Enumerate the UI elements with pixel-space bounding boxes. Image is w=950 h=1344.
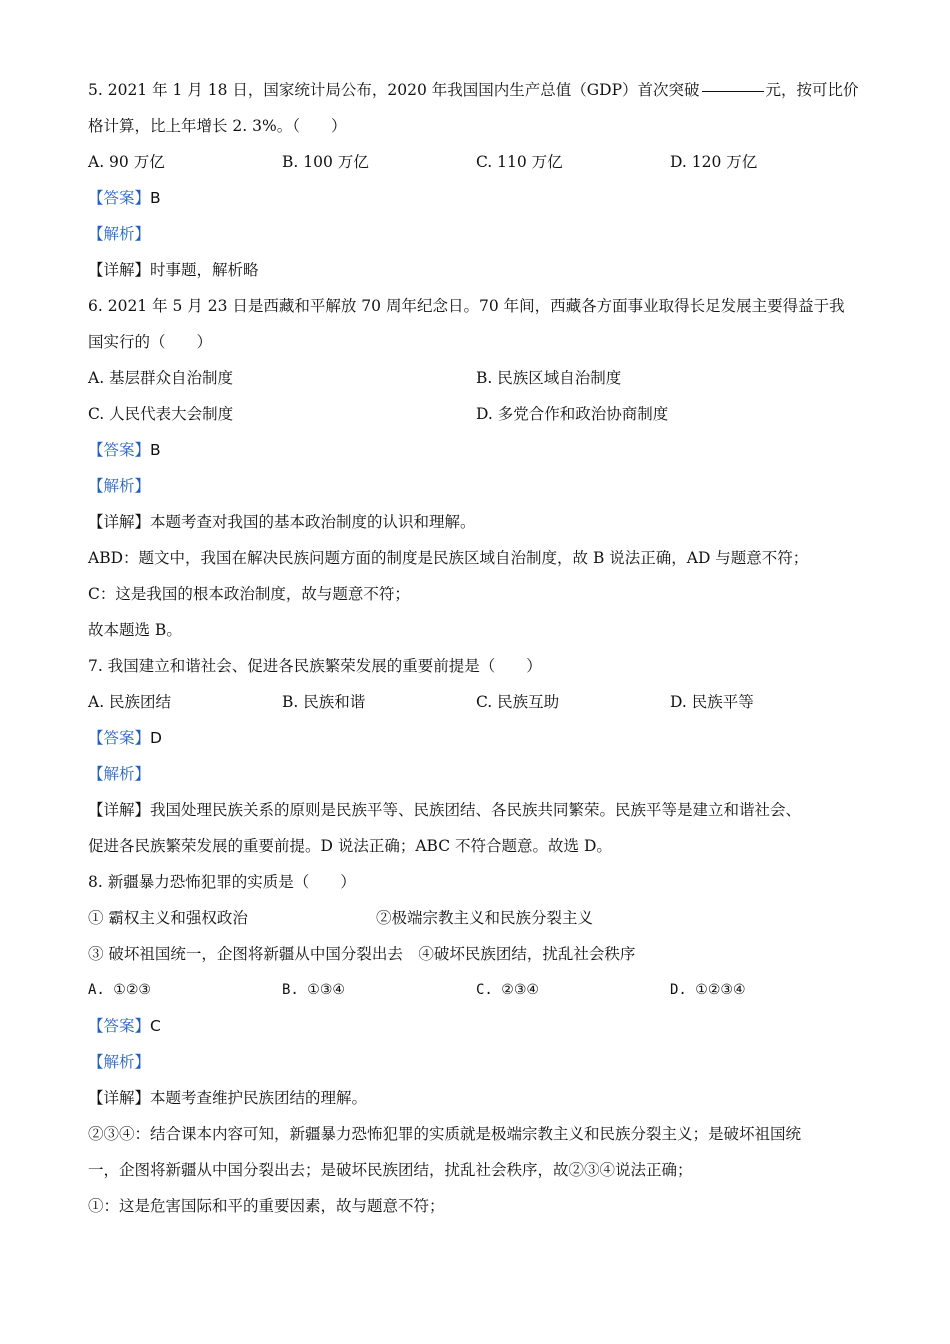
q7-option-c: C. 民族互助: [476, 693, 560, 711]
detail-tag: 【详解】: [88, 513, 151, 531]
q8-option-d: D. ①②③④: [670, 982, 746, 998]
q8-item-1: ① 霸权主义和强权政治: [88, 909, 248, 927]
q7-answer: [88, 720, 868, 756]
q5-answer-blank: [702, 90, 764, 92]
q6-stem-line-1: 6. 2021 年 5 月 23 日是西藏和平解放 70 周年纪念日。70 年间，西藏各方面事业取得长足发展主要得益于我: [88, 297, 845, 315]
q7-detail-line-2: 促进各民族繁荣发展的重要前提。D 说法正确；ABC 不符合题意。故选 D。: [88, 837, 612, 855]
q8-analysis-tag: 【解析】: [88, 1053, 151, 1071]
q6-detail: [88, 504, 868, 540]
q5-stem-line-1: [88, 72, 868, 108]
detail-tag: 【详解】: [88, 261, 151, 279]
q7-option-b: B. 民族和谐: [282, 693, 366, 711]
q7-stem: 7. 我国建立和谐社会、促进各民族繁荣发展的重要前提是（ ）: [88, 657, 542, 675]
q5-options: [88, 144, 868, 180]
q8-items-row-2: ③ 破坏祖国统一，企图将新疆从中国分裂出去 ④破坏民族团结，扰乱社会秩序: [88, 945, 636, 963]
q6-option-b: B. 民族区域自治制度: [476, 369, 622, 387]
q6-answer: [88, 432, 868, 468]
answer-value: C: [150, 1017, 161, 1035]
q6-option-c: C. 人民代表大会制度: [88, 405, 234, 423]
q6-detail-line-3: 故本题选 B。: [88, 621, 182, 639]
detail-tag: 【详解】: [88, 1089, 151, 1107]
detail-text: 我国处理民族关系的原则是民族平等、民族团结、各民族共同繁荣。民族平等是建立和谐社会、: [150, 801, 802, 819]
detail-text: 本题考查对我国的基本政治制度的认识和理解。: [150, 513, 476, 531]
answer-tag: 【答案】: [88, 189, 151, 207]
answer-tag: 【答案】: [88, 729, 151, 747]
q8-stem: 8. 新疆暴力恐怖犯罪的实质是（ ）: [88, 873, 356, 891]
q7-option-d: D. 民族平等: [670, 693, 754, 711]
answer-value: D: [150, 729, 162, 747]
answer-value: B: [150, 441, 161, 459]
answer-value: B: [150, 189, 161, 207]
q8-detail-line-3: ①：这是危害国际和平的重要因素，故与题意不符；: [88, 1197, 445, 1215]
q7-detail: [88, 792, 868, 828]
q5-analysis-tag: 【解析】: [88, 225, 151, 243]
q8-option-a: A. ①②③: [88, 982, 151, 998]
q7-options: [88, 684, 868, 720]
detail-tag: 【详解】: [88, 801, 151, 819]
q5-answer: [88, 180, 868, 216]
q5-option-b: B. 100 万亿: [282, 153, 369, 171]
q5-stem-text-cont: 元，按可比价: [765, 81, 859, 99]
q8-detail-line-1: ②③④：结合课本内容可知，新疆暴力恐怖犯罪的实质就是极端宗教主义和民族分裂主义；是破坏祖国统: [88, 1125, 802, 1143]
q8-detail: [88, 1080, 868, 1116]
q8-detail-line-2: 一，企图将新疆从中国分裂出去；是破坏民族团结，扰乱社会秩序，故②③④说法正确；: [88, 1161, 693, 1179]
detail-text: 时事题，解析略: [150, 261, 259, 279]
q7-analysis-tag: 【解析】: [88, 765, 151, 783]
q8-items-row-1: [88, 900, 868, 936]
q5-detail: [88, 252, 868, 288]
q8-answer: [88, 1008, 868, 1044]
q6-options-row-1: [88, 360, 868, 396]
q5-option-d: D. 120 万亿: [670, 153, 758, 171]
q6-analysis-tag: 【解析】: [88, 477, 151, 495]
q6-option-a: A. 基层群众自治制度: [88, 369, 234, 387]
q5-stem-text: 5. 2021 年 1 月 18 日，国家统计局公布，2020 年我国国内生产总值（GDP）首次突破: [88, 81, 700, 99]
q6-options-row-2: [88, 396, 868, 432]
q8-item-2: ②极端宗教主义和民族分裂主义: [376, 909, 594, 927]
q5-stem-line-2: 格计算，比上年增长 2. 3%。（ ）: [88, 117, 347, 135]
document-page: [88, 72, 868, 1224]
q8-option-b: B. ①③④: [282, 982, 345, 998]
answer-tag: 【答案】: [88, 441, 151, 459]
answer-tag: 【答案】: [88, 1017, 151, 1035]
q7-option-a: A. 民族团结: [88, 693, 172, 711]
q6-option-d: D. 多党合作和政治协商制度: [476, 405, 669, 423]
q8-option-c: C. ②③④: [476, 982, 539, 998]
q6-detail-line-2: C：这是我国的根本政治制度，故与题意不符；: [88, 585, 410, 603]
q6-detail-line-1: ABD：题文中，我国在解决民族问题方面的制度是民族区域自治制度，故 B 说法正确，AD 与题意不符；: [88, 549, 809, 567]
q5-option-a: A. 90 万亿: [88, 153, 165, 171]
q6-stem-line-2: 国实行的（ ）: [88, 333, 213, 351]
q8-options: [88, 972, 868, 1008]
detail-text: 本题考查维护民族团结的理解。: [150, 1089, 368, 1107]
q5-option-c: C. 110 万亿: [476, 153, 563, 171]
